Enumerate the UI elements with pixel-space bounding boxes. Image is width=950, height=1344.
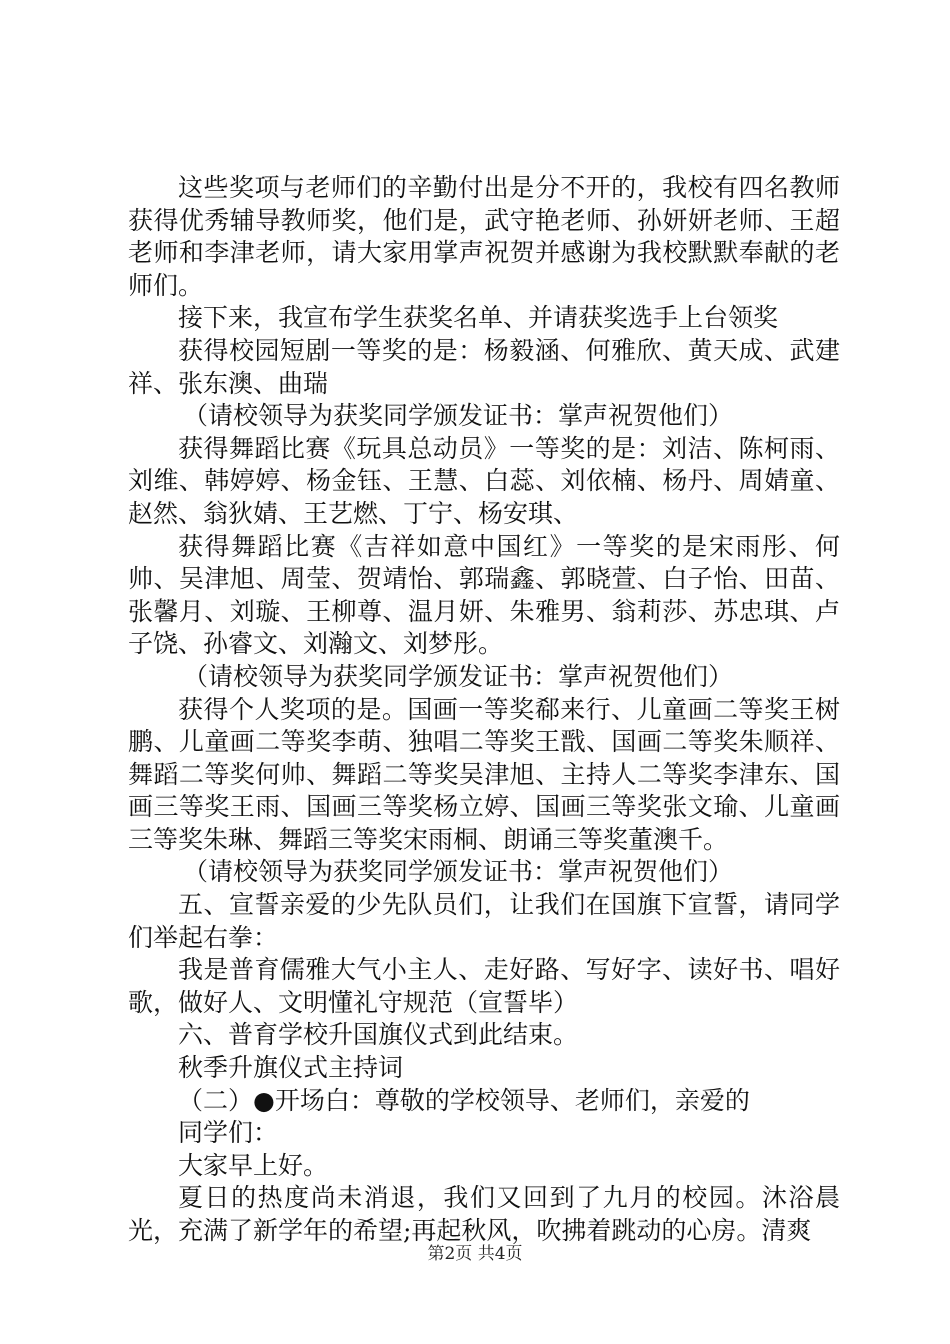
body-text: [128, 172, 840, 1248]
paragraph: 获得舞蹈比赛《玩具总动员》一等奖的是：刘洁、陈柯雨、刘维、韩婷婷、杨金钰、王慧、白蕊、刘依楠、杨丹、周婧童、赵然、翁狄婧、王艺燃、丁宁、杨安琪、: [128, 433, 840, 528]
paragraph: 同学们：: [178, 1118, 279, 1148]
paragraph: 五、宣誓亲爱的少先队员们，让我们在国旗下宣誓，请同学们举起右拳：: [128, 890, 840, 952]
paragraph: 获得校园短剧一等奖的是：杨毅涵、何雅欣、黄天成、武建祥、张东澳、曲瑞: [128, 335, 840, 398]
paragraph: 六、普育学校升国旗仪式到此结束。: [178, 1020, 579, 1050]
page-footer: 第2页 共4页: [427, 1244, 523, 1264]
paragraph: 秋季升旗仪式主持词: [178, 1053, 404, 1083]
paragraph: 获得个人奖项的是。国画一等奖郗来行、儿童画二等奖王树鹏、儿童画二等奖李萌、独唱二等奖王戬、国画二等奖朱顺祥、舞蹈二等奖何帅、舞蹈二等奖吴津旭、主持人二等奖李津东、国画三等奖王雨、国画三等奖杨立婷、国画三等奖张文瑜、儿童画三等奖朱琳、舞蹈三等奖宋雨桐、朗诵三等奖董澳千。: [128, 694, 840, 854]
paragraph: 这些奖项与老师们的辛勤付出是分不开的，我校有四名教师获得优秀辅导教师奖，他们是，武守艳老师、孙妍妍老师、王超老师和李津老师，请大家用掌声祝贺并感谢为我校默默奉献的老师们。: [128, 173, 840, 300]
paragraph: （二）●开场白：尊敬的学校领导、老师们，亲爱的: [178, 1085, 750, 1115]
paragraph: 大家早上好。: [178, 1150, 329, 1180]
paragraph: （请校领导为获奖同学颁发证书：掌声祝贺他们）: [183, 401, 734, 431]
paragraph: 获得舞蹈比赛《吉祥如意中国红》一等奖的是宋雨彤、何帅、吴津旭、周莹、贺靖怡、郭瑞鑫、郭晓萱、白子怡、田苗、张馨月、刘璇、王柳尊、温月妍、朱雅男、翁莉莎、苏忠琪、卢子饶、孙睿文、刘瀚文、刘梦彤。: [128, 531, 840, 659]
paragraph: 夏日的热度尚未消退，我们又回到了九月的校园。沐浴晨光，充满了新学年的希望;再起秋风，吹拂着跳动的心房。清爽: [128, 1183, 840, 1245]
paragraph: （请校领导为获奖同学颁发证书：掌声祝贺他们）: [183, 857, 734, 887]
paragraph: 我是普育儒雅大气小主人、走好路、写好字、读好书、唱好歌，做好人、文明懂礼守规范（宣誓毕）: [128, 955, 840, 1017]
paragraph: （请校领导为获奖同学颁发证书：掌声祝贺他们）: [183, 661, 734, 691]
paragraph: 接下来，我宣布学生获奖名单、并请获奖选手上台领奖: [178, 303, 779, 333]
